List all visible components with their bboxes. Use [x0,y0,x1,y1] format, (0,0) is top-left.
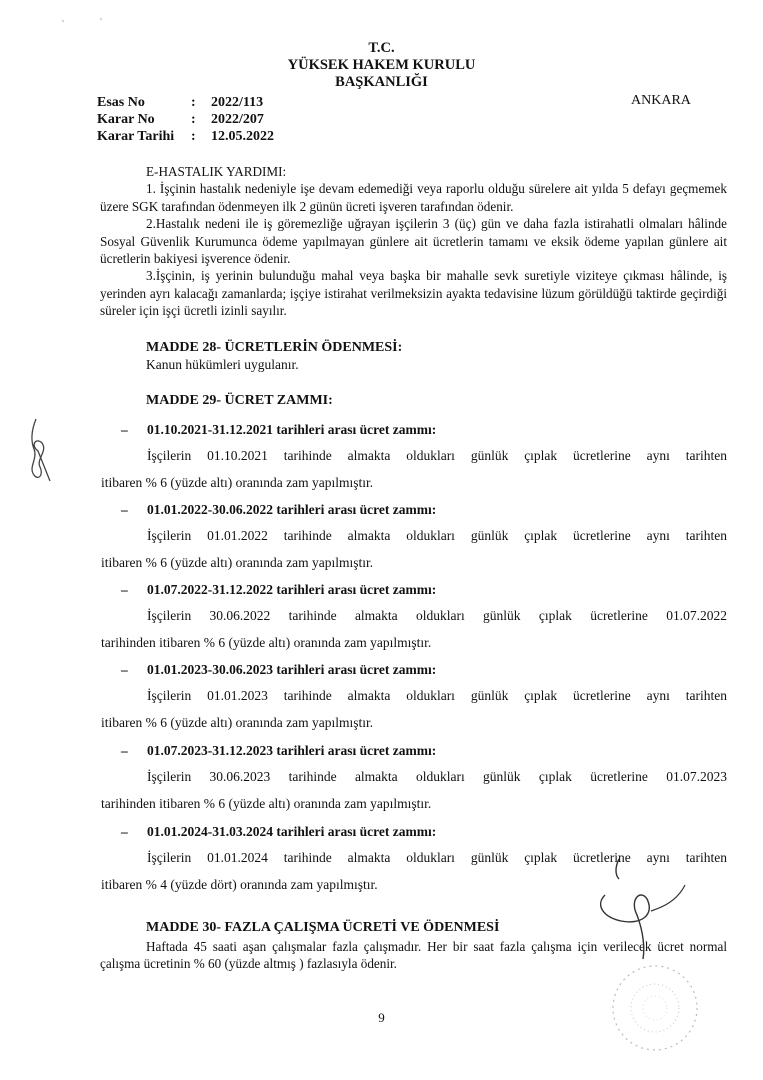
madde-29-title: MADDE 29- ÜCRET ZAMMI: [146,393,333,408]
case-metadata [97,94,274,145]
colon: : [191,95,196,110]
handwritten-initial [22,415,58,485]
scan-specks [60,10,110,30]
raise-paragraph-4 [101,682,727,736]
raise-heading-text: 01.07.2022-31.12.2022 tarihleri arası ücret zammı: [147,582,437,597]
esas-label: Esas No [97,95,145,110]
dash: – [121,422,128,437]
raise-heading-3 [121,582,436,598]
official-stamp [600,960,710,1060]
karar-row [97,111,274,128]
colon: : [191,129,196,144]
tarih-value: 12.05.2022 [211,129,274,144]
raise-line-1: İşçilerin 30.06.2023 tarihinde almakta oldukları günlük çıplak ücretlerine 01.07.2023 [147,769,727,784]
raise-line-2: itibaren % 6 (yüzde altı) oranında zam yapılmıştır. [101,715,374,730]
esas-value: 2022/113 [211,95,264,110]
signature [585,855,705,965]
raise-paragraph-2 [101,522,727,576]
dash: – [121,502,128,517]
karar-label: Karar No [97,112,155,127]
raise-line-2: tarihinden itibaren % 6 (yüzde altı) oranında zam yapılmıştır. [101,796,432,811]
raise-line-2: itibaren % 6 (yüzde altı) oranında zam yapılmıştır. [101,475,374,490]
raise-line-2: tarihinden itibaren % 6 (yüzde altı) oranında zam yapılmıştır. [101,635,432,650]
raise-line-1: İşçilerin 01.10.2021 tarihinde almakta oldukları günlük çıplak ücretlerine aynı tarihten [147,448,727,463]
raise-heading-1 [121,422,436,438]
madde-30-text: Haftada 45 saati aşan çalışmalar fazla çalışmadır. Her bir saat fazla çalışma için verilecek ücret normal çalışma ücretinin % 60 (yüzde altmış ) fazlasıyla ödenir. [100,939,727,972]
raise-line-1: İşçilerin 01.01.2024 tarihinde almakta oldukları günlük çıplak ücretlerine aynı tarihten [147,850,727,865]
page-number: 9 [378,1010,385,1025]
raise-heading-text: 01.01.2024-31.03.2024 tarihleri arası ücret zammı: [147,824,437,839]
raise-paragraph-3 [101,602,727,656]
esas-row [97,94,274,111]
raise-heading-text: 01.10.2021-31.12.2021 tarihleri arası ücret zammı: [147,422,437,437]
section-hastalik-yardimi [100,163,727,320]
raise-heading-6 [121,824,436,840]
raise-heading-4 [121,662,436,678]
madde-28-title: MADDE 28- ÜCRETLERİN ÖDENMESİ: [146,340,403,355]
tarih-row [97,128,274,145]
dash: – [121,743,128,758]
dash: – [121,662,128,677]
paragraph-1: 1. İşçinin hastalık nedeniyle işe devam edemediği veya raporlu olduğu sürelere ait yılda 5 defayı geçmemek üzere SGK tarafından ödenmeyen ilk 2 günün ücreti işveren tarafından ödenir. [100,181,727,214]
section-title: E-HASTALIK YARDIMI: [146,164,287,179]
madde-30-title: MADDE 30- FAZLA ÇALIŞMA ÜCRETİ VE ÖDENMESİ [146,920,500,935]
header-tc: T.C. [368,40,395,56]
raise-heading-text: 01.01.2022-30.06.2022 tarihleri arası ücret zammı: [147,502,437,517]
raise-line-1: İşçilerin 01.01.2023 tarihinde almakta oldukları günlük çıplak ücretlerine aynı tarihten [147,688,727,703]
paragraph-3: 3.İşçinin, iş yerinin bulunduğu mahal veya başka bir mahalle sevk suretiyle viziteye çıkması hâlinde, iş yerinden ayrı kalacağı zamanlarda; işçiye istirahat verilmeksizin ayakta tedavisine lüzum görüldüğü taktirde geçirdiği süreler için işçi ücretli izinli sayılır. [100,268,727,319]
raise-heading-2 [121,502,436,518]
header-institution: YÜKSEK HAKEM KURULU [287,57,476,73]
city: ANKARA [631,93,691,108]
raise-line-1: İşçilerin 30.06.2022 tarihinde almakta oldukları günlük çıplak ücretlerine 01.07.2022 [147,608,727,623]
karar-value: 2022/207 [211,112,264,127]
raise-line-2: itibaren % 6 (yüzde altı) oranında zam yapılmıştır. [101,555,374,570]
header-presidency: BAŞKANLIĞI [335,74,428,90]
colon: : [191,112,196,127]
raise-line-1: İşçilerin 01.01.2022 tarihinde almakta oldukları günlük çıplak ücretlerine aynı tarihten [147,528,727,543]
dash: – [121,582,128,597]
raise-heading-5 [121,743,436,759]
tarih-label: Karar Tarihi [97,129,175,144]
raise-heading-text: 01.07.2023-31.12.2023 tarihleri arası ücret zammı: [147,743,437,758]
raise-heading-text: 01.01.2023-30.06.2023 tarihleri arası ücret zammı: [147,662,437,677]
raise-line-2: itibaren % 4 (yüzde dört) oranında zam yapılmıştır. [101,877,378,892]
dash: – [121,824,128,839]
madde-28-text: Kanun hükümleri uygulanır. [146,357,299,372]
paragraph-2: 2.Hastalık nedeni ile iş göremezliğe uğrayan işçilerin 3 (üç) gün ve daha fazla istirahatli olmaları hâlinde Sosyal Güvenlik Kurumunca ödeme yapılmayan günlere ait ücretlerin tamamı ve eksik ödeme yapılan günlere ait ücretlerin bakiyesi işverence ödenir. [100,216,727,267]
raise-paragraph-5 [101,763,727,817]
raise-paragraph-1 [101,442,727,496]
